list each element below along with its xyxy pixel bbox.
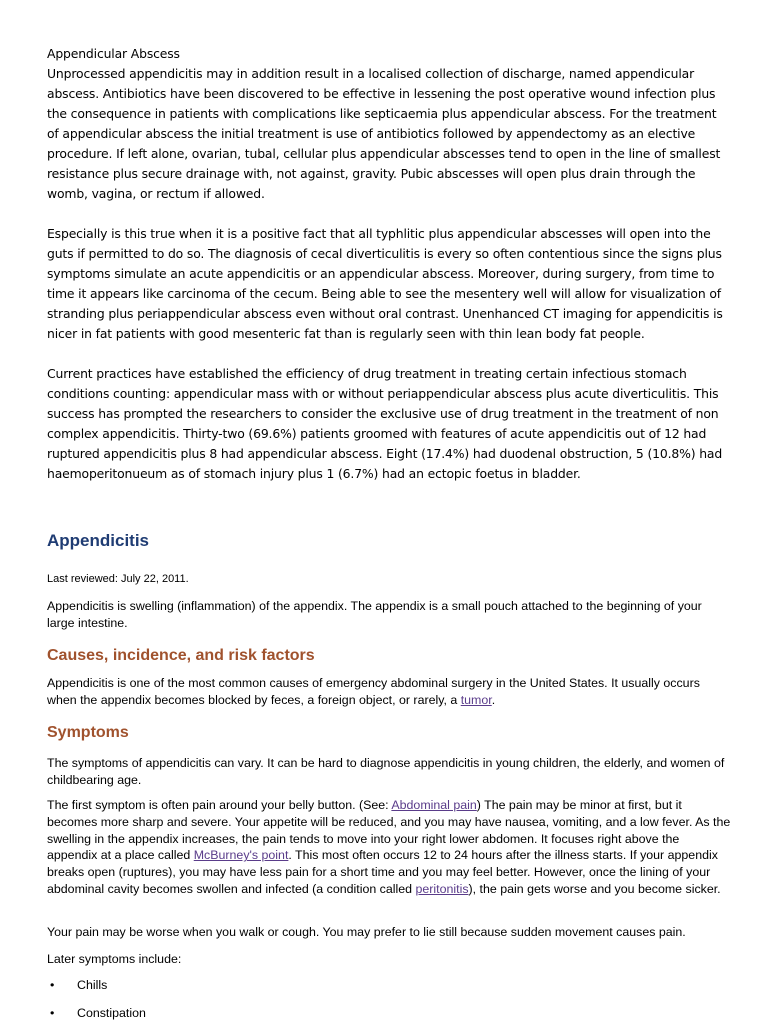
causes-paragraph	[47, 675, 732, 709]
bullet-icon: •	[50, 978, 55, 992]
last-reviewed: Last reviewed: July 22, 2011.	[47, 573, 189, 585]
sym-text-b: ) The pain may be minor at first, but it becomes more sharp and severe. Your appetite will be reduced, and you may have nausea, vomiting, and a low fever. As the swelling in the appendix increases, the pain tends to move into your right lower abdomen. It focuses right above the appendix at a place called	[47, 798, 731, 863]
tumor-link[interactable]: tumor	[460, 692, 492, 707]
appendicular-abscess-section	[47, 44, 727, 504]
causes-heading: Causes, incidence, and risk factors	[47, 647, 315, 664]
symptoms-paragraph-1: The symptoms of appendicitis can vary. It can be hard to diagnose appendicitis in young children, the elderly, and women of childbearing age.	[47, 756, 725, 787]
abscess-heading: Appendicular Abscess	[47, 46, 180, 61]
peritonitis-link[interactable]: peritonitis	[415, 881, 469, 896]
list-item-label: Constipation	[77, 1006, 146, 1020]
bullet-icon: •	[50, 1006, 55, 1020]
sym-text-c: . This most often occurs 12 to 24 hours after the illness starts. If your appendix breaks open (ruptures), you may have less pain for a short time and you may feel better. However, once the lining of your abdominal cavity becomes swollen and infected (a condition called	[47, 848, 718, 896]
list-item	[50, 1006, 146, 1020]
causes-end: .	[491, 692, 496, 707]
abscess-paragraph-3: Current practices have established the efficiency of drug treatment in treating certain infectious stomach conditions counting: appendicular mass with or without periappendicular abscess plus acute diverticulitis. This success has prompted the researchers to consider the exclusive use of drug treatment in the treatment of non complex appendicitis. Thirty-two (69.6%) patients groomed with features of acute appendicitis out of 12 had ruptured appendicitis plus 8 had appendicular abscess. Eight (17.4%) had duodenal obstruction, 5 (10.8%) had haemoperitonueum as of stomach injury plus 1 (6.7%) had an ectopic foetus in bladder.	[47, 366, 723, 481]
sym-text-d: ), the pain gets worse and you become sicker.	[468, 881, 721, 896]
list-item	[50, 978, 107, 992]
abscess-paragraph-1: Unprocessed appendicitis may in addition result in a localised collection of discharge, named appendicular abscess. Antibiotics have been discovered to be effective in lessening the post operative wound infection plus the consequence in patients with complications like septicaemia plus appendicular abscess. For the treatment of appendicular abscess the initial treatment is use of antibiotics followed by appendectomy as an elective procedure. If left alone, ovarian, tubal, cellular plus appendicular abscesses tend to open in the line of smallest resistance plus secure drainage with, not against, gravity. Pubic abscesses will open plus drain through the womb, vagina, or rectum if allowed.	[47, 66, 721, 201]
abdominal-pain-link[interactable]: Abdominal pain	[391, 798, 477, 812]
list-item-label: Chills	[77, 978, 108, 992]
causes-text: Appendicitis is one of the most common causes of emergency abdominal surgery in the United States. It usually occurs when the appendix becomes blocked by feces, a foreign object, or rarely, a	[47, 676, 700, 707]
sym-text-a: The first symptom is often pain around your belly button. (See:	[47, 798, 392, 812]
later-symptoms-label: Later symptoms include:	[47, 952, 182, 966]
symptoms-paragraph-2	[47, 797, 732, 898]
abscess-paragraph-2: Especially is this true when it is a positive fact that all typhlitic plus appendicular abscesses will open into the guts if permitted to do so. The diagnosis of cecal diverticulitis is every so often contentious since the signs plus symptoms simulate an acute appendicitis or an appendicular abscess. Moreover, during surgery, from time to time it appears like carcinoma of the cecum. Being able to see the mesentery well will allow for visualization of stranding plus periappendicular abscess even without oral contrast. Unenhanced CT imaging for appendicitis is nicer in fat patients with good mesenteric fat than is regularly seen with thin lean body fat people.	[47, 226, 723, 341]
intro-paragraph: Appendicitis is swelling (inflammation) of the appendix. The appendix is a small pouch attached to the beginning of your large intestine.	[47, 599, 702, 630]
mcburneys-point-link[interactable]: McBurney's point	[193, 848, 289, 863]
symptoms-paragraph-3: Your pain may be worse when you walk or cough. You may prefer to lie still because sudden movement causes pain.	[47, 925, 686, 939]
page-title: Appendicitis	[47, 531, 150, 550]
symptoms-heading: Symptoms	[47, 724, 129, 741]
